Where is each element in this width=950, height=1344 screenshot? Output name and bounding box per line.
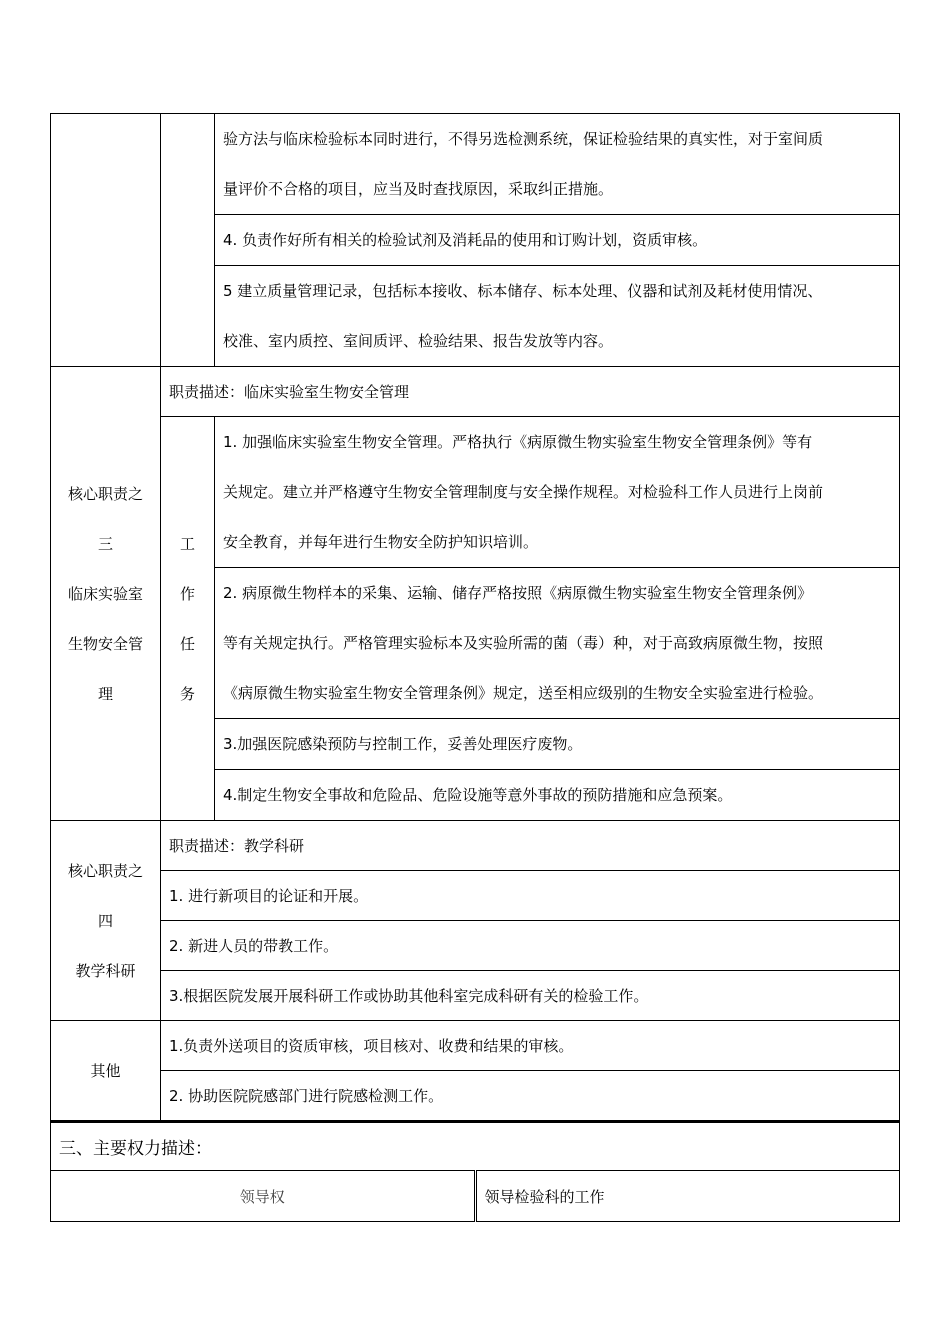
duty3-task-2: 2. 病原微生物样本的采集、运输、储存严格按照《病原微生物实验室生物安全管理条例》 等有关规定执行。严格管理实验标本及实验所需的菌（毒）种，对于高致病原微生物，按照 《病原微生物实验室生物安全管理条例》规定，送至相应级别的生物安全实验室进行检验。 [215, 568, 900, 719]
continuation-item-1: 验方法与临床检验标本同时进行，不得另选检测系统，保证检验结果的真实性，对于室间质 量评价不合格的项目，应当及时查找原因，采取纠正措施。 [215, 114, 900, 215]
duty4-title: 核心职责之 四 教学科研 [51, 821, 161, 1021]
duty3-title: 核心职责之 三 临床实验室 生物安全管 理 [51, 367, 161, 821]
blank-title-cell [51, 114, 161, 367]
continuation-item-3: 5 建立质量管理记录，包括标本接收、标本储存、标本处理、仪器和试剂及耗材使用情况、 校准、室内质控、室间质评、检验结果、报告发放等内容。 [215, 266, 900, 367]
duty4-item-1: 1. 进行新项目的论证和开展。 [161, 871, 900, 921]
duty-table [50, 113, 900, 1121]
other-item-1: 1.负责外送项目的资质审核，项目核对、收费和结果的审核。 [161, 1021, 900, 1071]
table-row [51, 921, 900, 971]
table-row [51, 114, 900, 215]
table-row [51, 971, 900, 1021]
table-row [51, 821, 900, 871]
table-row [51, 1122, 900, 1171]
table-row [51, 1021, 900, 1071]
duty3-task-4: 4.制定生物安全事故和危险品、危险设施等意外事故的预防措施和应急预案。 [215, 770, 900, 821]
duty3-task-label: 工 作 任 务 [161, 417, 215, 821]
table-row [51, 1071, 900, 1121]
duty4-item-2: 2. 新进人员的带教工作。 [161, 921, 900, 971]
document-page [50, 113, 900, 1222]
table-row [51, 1171, 900, 1222]
power-table [50, 1121, 900, 1222]
other-item-2: 2. 协助医院院感部门进行院感检测工作。 [161, 1071, 900, 1121]
duty4-description: 职责描述：教学科研 [161, 821, 900, 871]
duty3-task-3: 3.加强医院感染预防与控制工作，妥善处理医疗废物。 [215, 719, 900, 770]
power-key: 领导权 [51, 1171, 476, 1222]
duty3-task-1: 1. 加强临床实验室生物安全管理。严格执行《病原微生物实验室生物安全管理条例》等有 关规定。建立并严格遵守生物安全管理制度与安全操作规程。对检验科工作人员进行上岗前 安全教育，并每年进行生物安全防护知识培训。 [215, 417, 900, 568]
duty3-description: 职责描述：临床实验室生物安全管理 [161, 367, 900, 417]
duty4-item-3: 3.根据医院发展开展科研工作或协助其他科室完成科研有关的检验工作。 [161, 971, 900, 1021]
table-row [51, 871, 900, 921]
blank-task-cell [161, 114, 215, 367]
table-row [51, 417, 900, 568]
power-value: 领导检验科的工作 [475, 1171, 900, 1222]
other-title: 其他 [51, 1021, 161, 1121]
section-title: 三、主要权力描述： [51, 1122, 900, 1171]
continuation-item-2: 4. 负责作好所有相关的检验试剂及消耗品的使用和订购计划，资质审核。 [215, 215, 900, 266]
table-row [51, 367, 900, 417]
